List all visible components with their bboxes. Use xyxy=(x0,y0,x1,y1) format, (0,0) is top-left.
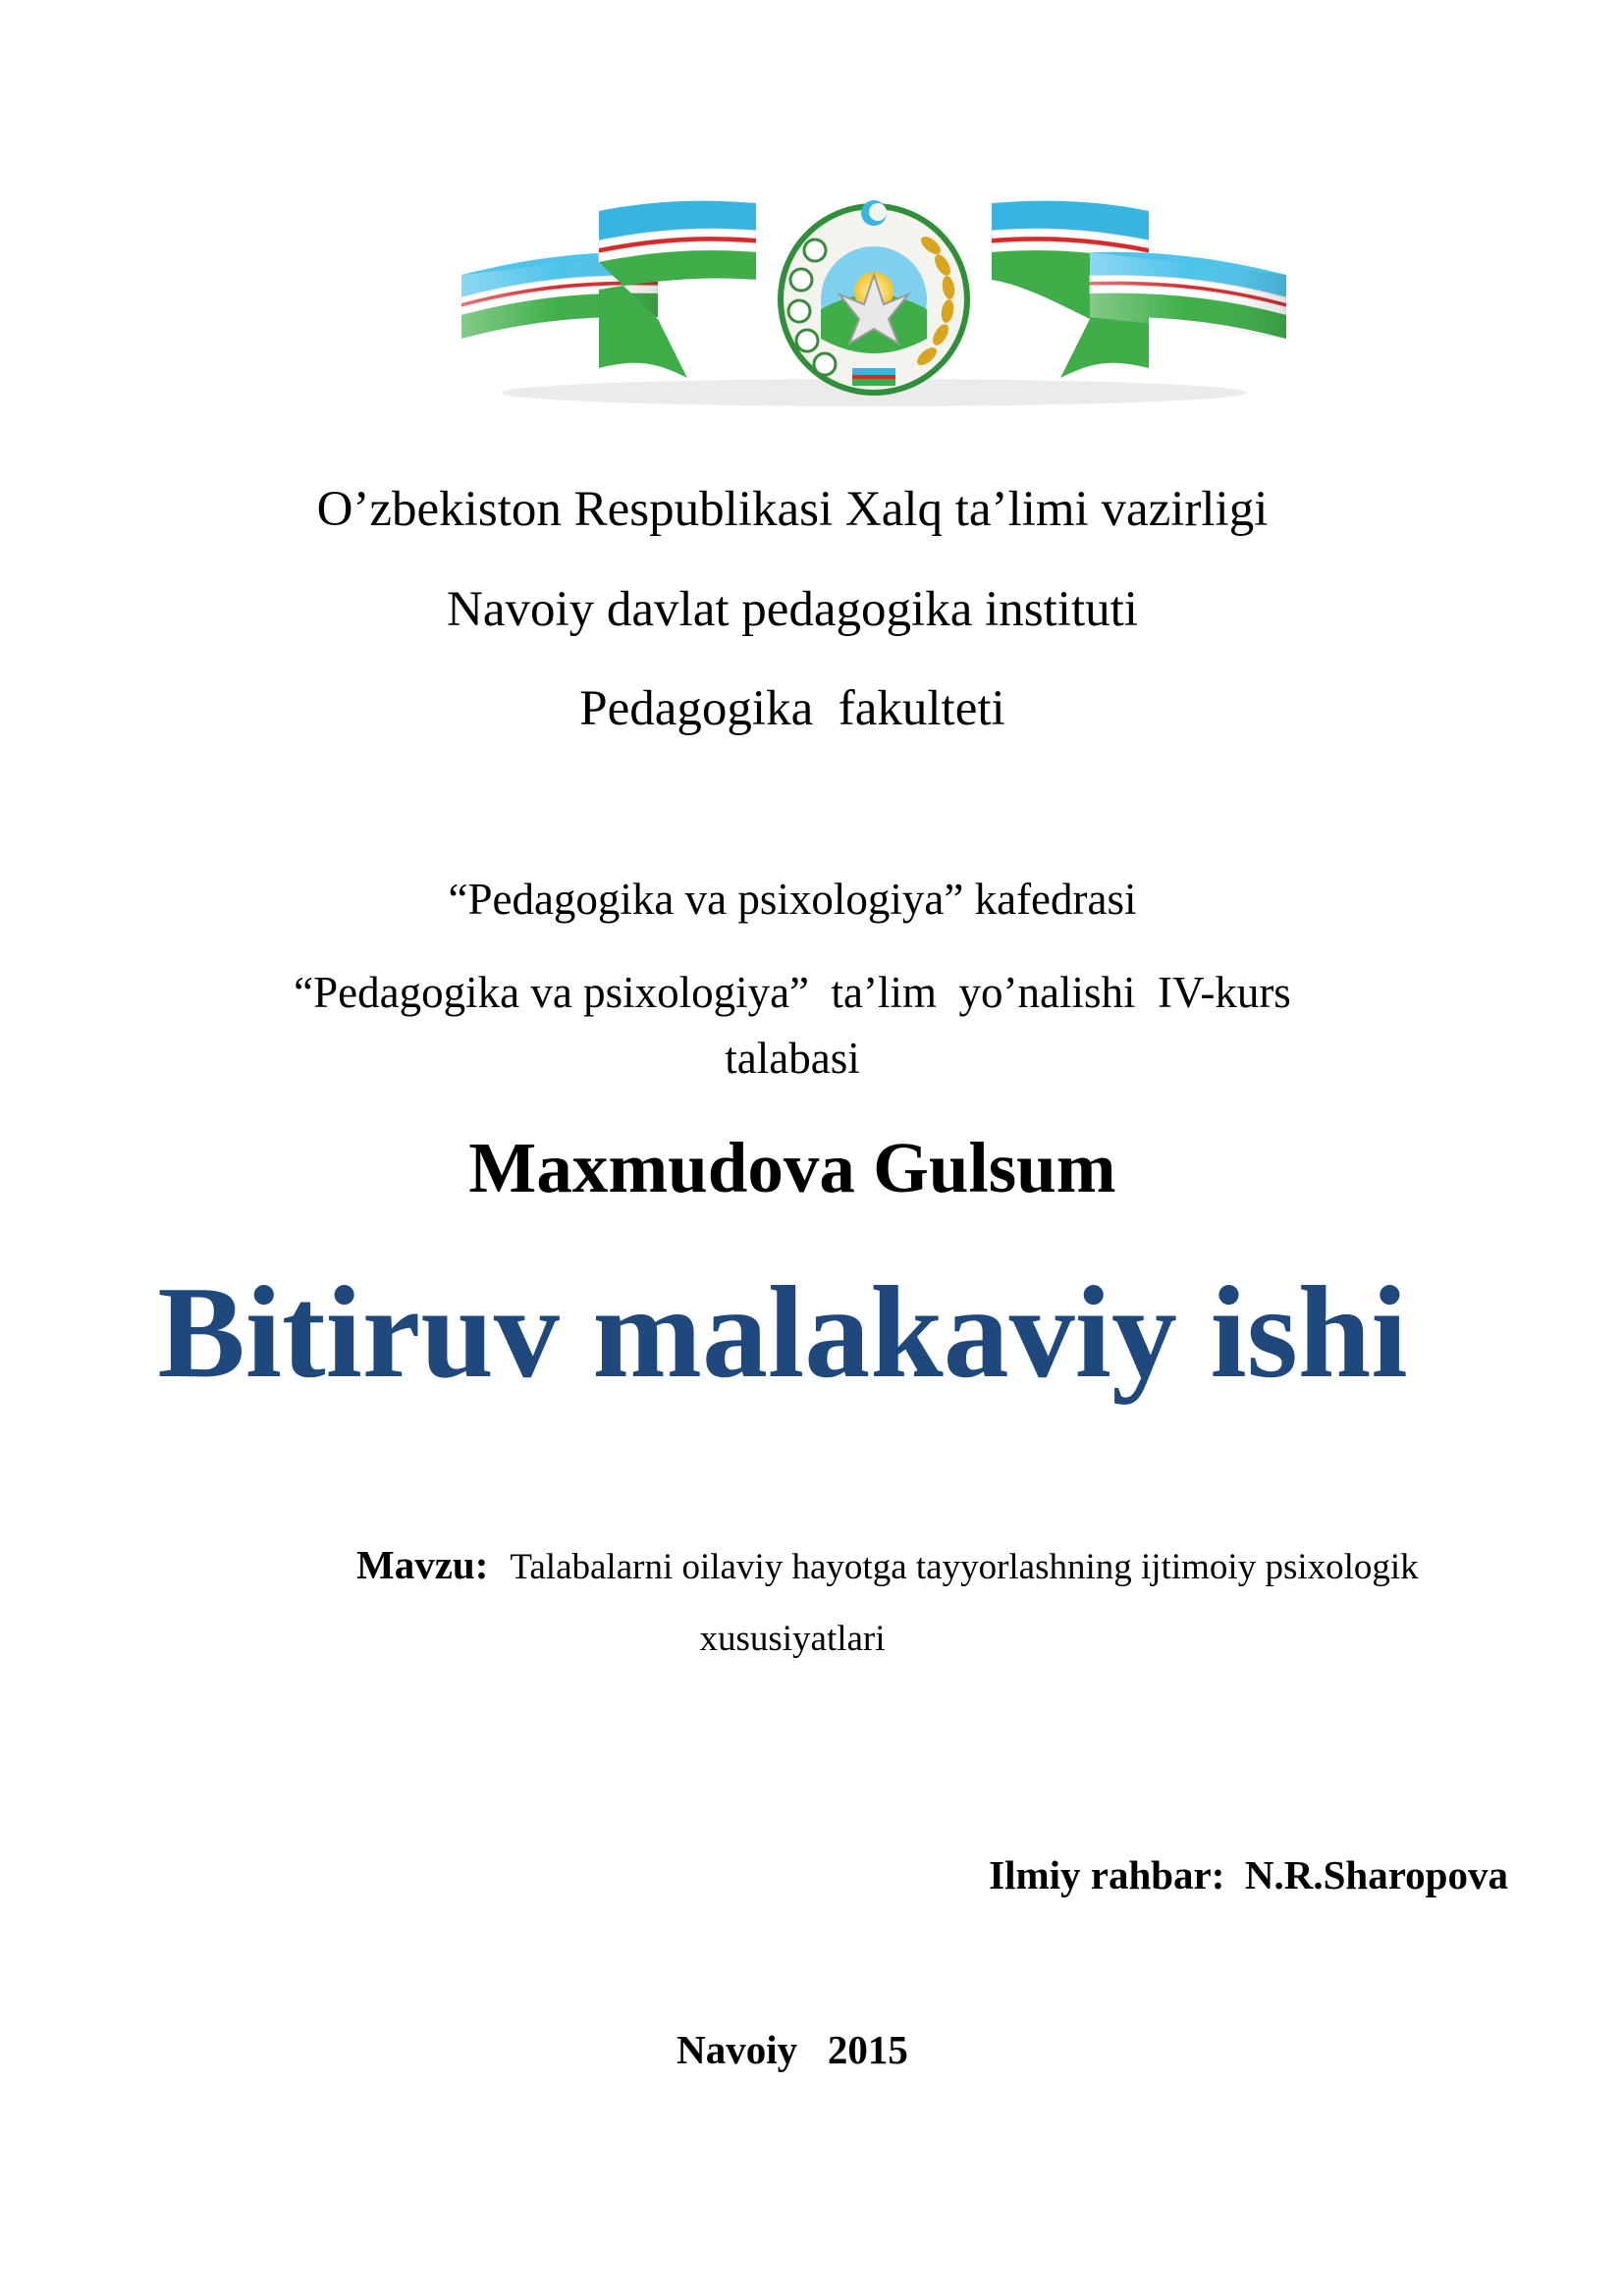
ministry-heading: O’zbekiston Respublikasi Xalq ta’limi vazirligi xyxy=(316,482,1269,537)
topic-line xyxy=(356,1541,1419,1588)
work-title: Bitiruv malakaviy ishi xyxy=(157,1259,1408,1405)
faculty-heading: Pedagogika fakulteti xyxy=(579,681,1005,736)
topic-text: Talabalarni oilaviy hayotga tayyorlashning ijtimoiy psixologik xyxy=(510,1547,1419,1587)
department-name: “Pedagogika va psixologiya” kafedrasi xyxy=(448,875,1137,924)
state-emblem-icon xyxy=(461,191,1286,417)
education-direction: “Pedagogika va psixologiya” ta’lim yo’nalishi IV-kurs xyxy=(294,968,1291,1017)
place-year: Navoiy 2015 xyxy=(677,2027,908,2072)
institute-heading: Navoiy davlat pedagogika instituti xyxy=(447,582,1138,637)
student-status: talabasi xyxy=(725,1034,860,1083)
supervisor-line xyxy=(989,1851,1508,1898)
student-name: Maxmudova Gulsum xyxy=(468,1128,1116,1207)
supervisor-label: Ilmiy rahbar: xyxy=(989,1852,1225,1897)
supervisor-name: N.R.Sharopova xyxy=(1244,1852,1508,1897)
topic-text-continued: xususiyatlari xyxy=(699,1619,886,1659)
topic-label: Mavzu: xyxy=(356,1542,489,1587)
